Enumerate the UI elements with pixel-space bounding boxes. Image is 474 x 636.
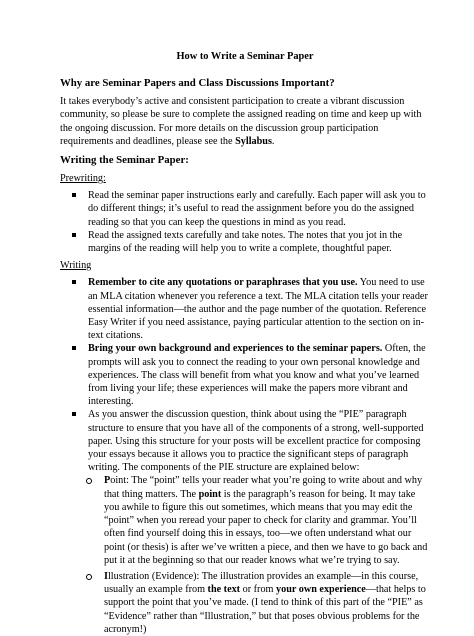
writing-section-heading: Writing the Seminar Paper: <box>60 154 189 167</box>
list-item: Bring your own background and experiences to the seminar papers. Often, the prompts will ask you to connect the reading to your own personal knowledge and experiences. The class will benefit from what you know and what you’ve learned from living your life; these experiences will make the papers more vibrant and interesting. <box>60 342 430 408</box>
writing-list <box>60 276 430 635</box>
list-item: Remember to cite any quotations or paraphrases that you use. You need to use an MLA citation whenever you reference a text. The MLA citation tells your reader essential information—the author and the page number of the quotation. Reference Easy Writer if you need assistance, paying particular attention to the section on in-text citations. <box>60 276 430 342</box>
pie-illustration-item: Illustration (Evidence): The illustration provides an example—in this course, usually an example from the text or from your own experience—that helps to support the point that you’ve made. (I tend to think of this part of the “PIE” as “Evidence” rather than “Illustration,” but that poses obvious problems for the acronym!) <box>60 570 430 636</box>
page-title: How to Write a Seminar Paper <box>176 51 314 62</box>
intro-paragraph: It takes everybody’s active and consistent participation to create a vibrant discussion community, so please be sure to complete the assigned reading on time and keep up with the ongoing discussion. For more details on the discussion group participation requirements and deadlines, please see the Syllabus. <box>60 96 422 147</box>
list-item: Read the assigned texts carefully and take notes. The notes that you jot in the margins of the reading will help you to write a complete, thoughtful paper. <box>60 229 430 255</box>
list-item: As you answer the discussion question, think about using the “PIE” paragraph structure to ensure that you have all of the components of a strong, well-supported paper. Using this structure for your posts will be excellent practice for composing your essays because it allows you to practice the significant steps of paragraph writing. The components of the PIE structure are explained below: Point: The “point” tells your reader what you’re going to write about and why that thing matters. The point is the paragraph’s reason for being. It may take you awhile to figure this out sometimes, which means that you may edit the “point” when you reread your paper to check for clarity and grammar. You’ll often find yourself doing this in essays, too—we often understand what our point (or thesis) is after we’ve written a piece, and then we have to go back and put it at the beginning so that our reader knows what we’re trying to say. Illustration (Evidence): The illustration provides an example—in this course, usually an example from the text or from your own experience—that helps to support the point that you’ve made. (I tend to think of this part of the “PIE” as “Evidence” rather than “Illustration,” but that poses obvious problems for the acronym!) <box>60 408 430 635</box>
intro-heading: Why are Seminar Papers and Class Discussions Important? <box>60 77 335 90</box>
writing-label: Writing <box>60 260 92 272</box>
pie-sublist <box>88 474 430 635</box>
prewriting-label: Prewriting: <box>60 173 106 185</box>
pie-point-item: Point: The “point” tells your reader what you’re going to write about and why that thing matters. The point is the paragraph’s reason for being. It may take you awhile to figure this out sometimes, which means that you may edit the “point” when you reread your paper to check for clarity and grammar. You’ll often find yourself doing this in essays, too—we often understand what our point (or thesis) is after we’ve written a piece, and then we have to go back and put it at the beginning so that our reader knows what we’re trying to say. <box>60 474 430 566</box>
prewriting-list <box>60 189 430 255</box>
syllabus-reference: Syllabus <box>235 135 272 147</box>
list-item: Read the seminar paper instructions early and carefully. Each paper will ask you to do different things; it’s useful to read the assignment before you do the assigned reading so that you can keep the questions in mind as you read. <box>60 189 430 229</box>
